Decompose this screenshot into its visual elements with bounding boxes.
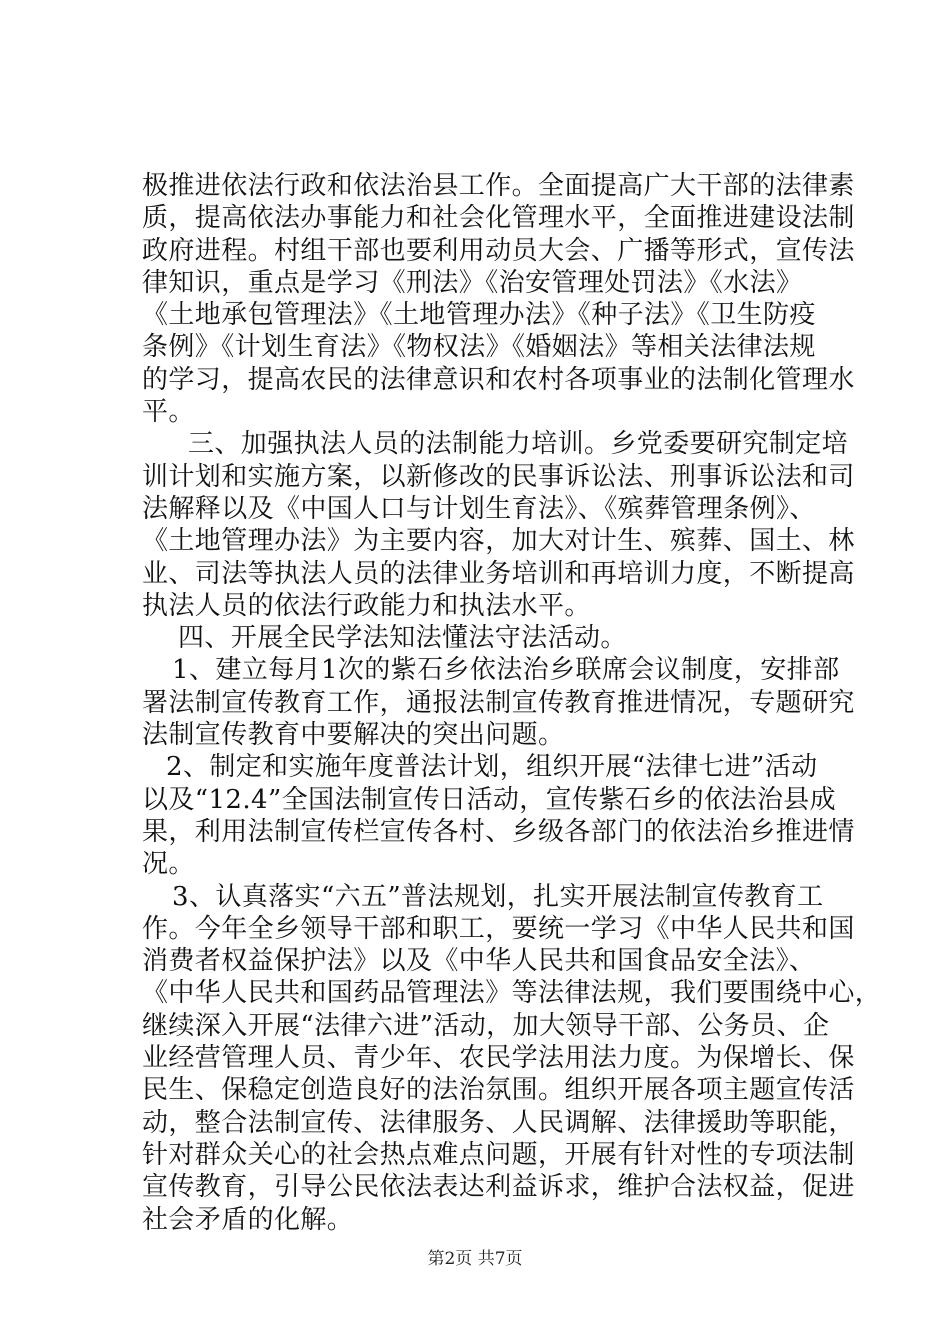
- text-line: 《土地承包管理法》《土地管理办法》《种子法》《卫生防疫: [142, 300, 816, 331]
- text-line: 执法人员的依法行政能力和执法水平。: [142, 590, 591, 621]
- text-line: 平。: [142, 397, 195, 428]
- text-line: 《土地管理办法》为主要内容，加大对计生、殡葬、国土、林: [142, 526, 855, 557]
- text-line: 社会矛盾的化解。: [142, 1204, 354, 1235]
- text-line: 继续深入开展“法律六进”活动，加大领导干部、公务员、企: [142, 1010, 830, 1041]
- page-number-footer: 第2页 共7页: [427, 1249, 523, 1269]
- list-item-3: 3、认真落实“六五”普法规划，扎实开展法制宣传教育工: [172, 881, 824, 912]
- section-heading-three: 三、加强执法人员的法制能力培训。乡党委要研究制定培: [188, 429, 849, 460]
- text-line: 宣传教育，引导公民依法表达利益诉求，维护合法权益，促进: [142, 1172, 855, 1203]
- text-line: 法制宣传教育中要解决的突出问题。: [142, 720, 565, 751]
- text-line: 民生、保稳定创造良好的法治氛围。组织开展各项主题宣传活: [142, 1075, 855, 1106]
- text-line: 的学习，提高农民的法律意识和农村各项事业的法制化管理水: [142, 364, 855, 395]
- list-item-2: 2、制定和实施年度普法计划，组织开展“法律七进”活动: [166, 752, 818, 783]
- text-line: 政府进程。村组干部也要利用动员大会、广播等形式，宣传法: [142, 235, 855, 266]
- text-line: 法解释以及《中国人口与计划生育法》、《殡葬管理条例》、: [142, 493, 816, 524]
- text-line: 极推进依法行政和依法治县工作。全面提高广大干部的法律素: [142, 171, 855, 201]
- text-line: 果，利用法制宣传栏宣传各村、乡级各部门的依法治乡推进情: [142, 816, 855, 847]
- text-line: 《中华人民共和国药品管理法》等法律法规，我们要围绕中心，: [142, 978, 882, 1009]
- text-line: 动，整合法制宣传、法律服务、人民调解、法律援助等职能，: [142, 1107, 855, 1138]
- text-line: 质，提高依法办事能力和社会化管理水平，全面推进建设法制: [142, 203, 855, 234]
- text-line: 条例》《计划生育法》《物权法》《婚姻法》等相关法律法规: [142, 332, 816, 363]
- text-line: 业、司法等执法人员的法律业务培训和再培训力度，不断提高: [142, 558, 855, 589]
- section-heading-four: 四、开展全民学法知法懂法守法活动。: [178, 623, 627, 654]
- text-line: 署法制宣传教育工作，通报法制宣传教育推进情况，专题研究: [142, 687, 855, 718]
- text-line: 针对群众关心的社会热点难点问题，开展有针对性的专项法制: [142, 1139, 855, 1170]
- list-item-1: 1、建立每月1次的紫石乡依法治乡联席会议制度，安排部: [172, 655, 840, 686]
- document-body: [142, 170, 882, 1236]
- text-line: 业经营管理人员、青少年、农民学法用法力度。为保增长、保: [142, 1043, 855, 1074]
- text-line: 以及“12.4”全国法制宣传日活动，宣传紫石乡的依法治县成: [142, 784, 837, 815]
- text-line: 训计划和实施方案，以新修改的民事诉讼法、刑事诉讼法和司: [142, 461, 855, 492]
- text-line: 况。: [142, 849, 195, 880]
- text-line: 律知识，重点是学习《刑法》《治安管理处罚法》《水法》: [142, 267, 803, 298]
- text-line: 消费者权益保护法》以及《中华人民共和国食品安全法》、: [142, 946, 816, 977]
- text-line: 作。今年全乡领导干部和职工，要统一学习《中华人民共和国: [142, 913, 855, 944]
